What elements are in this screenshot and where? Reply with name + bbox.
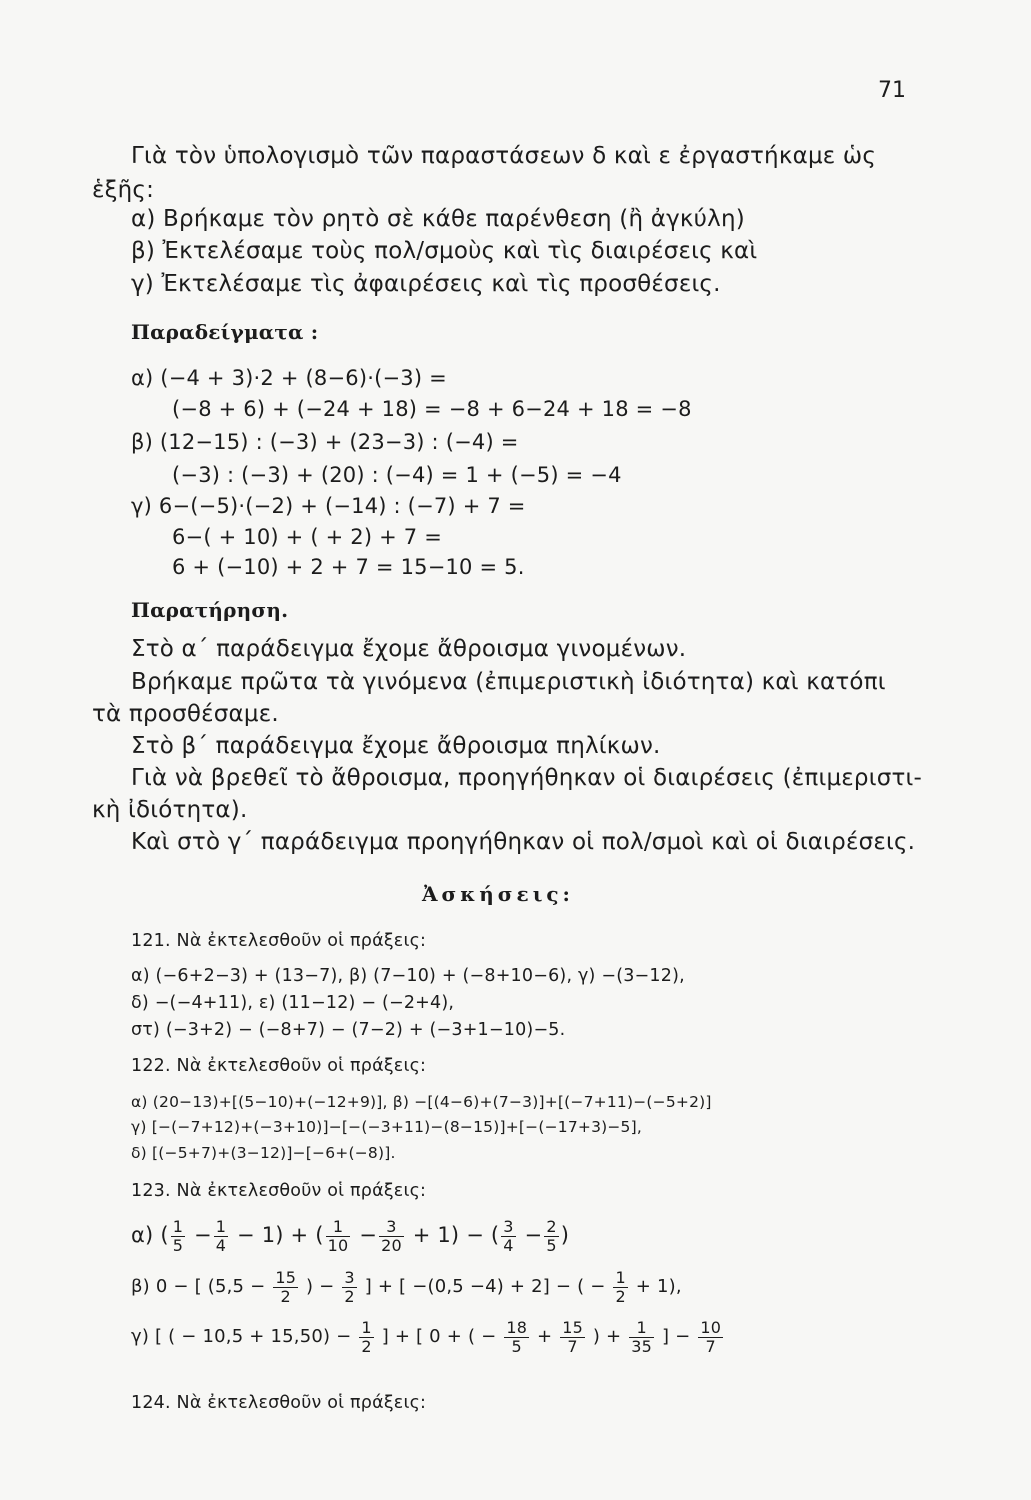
example-line: (−8 + 6) + (−24 + 18) = −8 + 6−24 + 18 = −8 [172, 397, 692, 421]
exercise-123-title: 123. Νὰ ἐκτελεσθοῦν οἱ πράξεις: [131, 1181, 427, 1201]
exercise-121-line: δ) −(−4+11), ε) (11−12) − (−2+4), [131, 993, 455, 1013]
intro-step-a: α) Βρήκαμε τὸν ρητὸ σὲ κάθε παρένθεση (ἢ ἀγκύλη) [131, 206, 745, 232]
exercise-122-title: 122. Νὰ ἐκτελεσθοῦν οἱ πράξεις: [131, 1056, 427, 1076]
fraction: $\frac{1}{2}$ [361, 1317, 372, 1356]
intro-line-1: Γιὰ τὸν ὑπολογισμὸ τῶν παραστάσεων δ καὶ ε ἐργαστήκαμε ὡς [131, 143, 877, 169]
exercises-heading: Ἀσκήσεις: [422, 882, 574, 906]
example-line: 6−( + 10) + ( + 2) + 7 = [172, 525, 443, 549]
example-line: β) (12−15) : (−3) + (23−3) : (−4) = [131, 430, 519, 454]
fraction: $\frac{2}{5}$ [546, 1216, 557, 1255]
expr-part: + [537, 1326, 553, 1347]
exercise-122-line: γ) [−(−7+12)+(−3+10)]−[−(−3+11)−(8−15)]+[−(−17+3)−5], [131, 1118, 642, 1136]
fraction: $\frac{15}{7}$ [562, 1317, 583, 1356]
item-label: α) [131, 1223, 154, 1247]
expr-part: [ ( − 10,5 + 15,50) − [155, 1326, 352, 1347]
fraction: $\frac{3}{20}$ [381, 1216, 402, 1255]
exercise-123-a: α) ( $\frac{1}{5}$ − $\frac{1}{4}$ − 1) + ( $\frac{1}{10}$ − $\frac{3}{20}$ + 1) − ( $\frac{3}{4}$ − $\frac{2}{5}$ ) [131, 1216, 570, 1255]
remark-line: Γιὰ νὰ βρεθεῖ τὸ ἄθροισμα, προηγήθηκαν οἱ διαιρέσεις (ἐπιμεριστι- [131, 765, 923, 791]
example-line: γ) 6−(−5)·(−2) + (−14) : (−7) + 7 = [131, 494, 526, 518]
fraction: $\frac{1}{5}$ [172, 1216, 184, 1255]
item-label: γ) [131, 1326, 150, 1347]
expr-part: ] + [ −(0,5 −4) + 2] − ( − [364, 1276, 606, 1297]
remark-line: τὰ προσθέσαμε. [92, 701, 279, 727]
remark-line: Στὸ α΄ παράδειγμα ἔχομε ἄθροισμα γινομένων. [131, 636, 687, 662]
remark-line: Καὶ στὸ γ΄ παράδειγμα προηγήθηκαν οἱ πολ/σμοὶ καὶ οἱ διαιρέσεις. [131, 829, 916, 855]
exercise-121-line: α) (−6+2−3) + (13−7), β) (7−10) + (−8+10−6), γ) −(3−12), [131, 966, 685, 986]
remark-heading: Παρατήρηση. [131, 598, 289, 622]
fraction: $\frac{1}{4}$ [215, 1216, 227, 1255]
expr-part: ) + [592, 1326, 622, 1347]
fraction: $\frac{3}{2}$ [344, 1267, 355, 1306]
remark-line: Στὸ β΄ παράδειγμα ἔχομε ἄθροισμα πηλίκων. [131, 733, 661, 759]
exercise-123-c [131, 1314, 725, 1360]
fraction: $\frac{1}{10}$ [327, 1216, 349, 1255]
remark-line: Βρήκαμε πρῶτα τὰ γινόμενα (ἐπιμεριστικὴ ἰδιότητα) καὶ κατόπι [131, 669, 886, 695]
expr-part: 0 − [ (5,5 − [155, 1276, 266, 1297]
expr-part: + 1), [635, 1276, 682, 1297]
exercise-121-title: 121. Νὰ ἐκτελεσθοῦν οἱ πράξεις: [131, 931, 427, 951]
exercise-123-b [131, 1264, 682, 1310]
examples-heading: Παραδείγματα : [131, 320, 319, 344]
intro-line-2: ἑξῆς: [92, 177, 155, 203]
intro-step-b: β) Ἐκτελέσαμε τοὺς πολ/σμοὺς καὶ τὶς διαιρέσεις καὶ [131, 238, 758, 264]
intro-step-c: γ) Ἐκτελέσαμε τὶς ἀφαιρέσεις καὶ τὶς προσθέσεις. [131, 271, 721, 297]
example-line: (−3) : (−3) + (20) : (−4) = 1 + (−5) = −4 [172, 463, 622, 487]
remark-line: κὴ ἰδιότητα). [92, 797, 248, 823]
fraction: $\frac{18}{5}$ [506, 1317, 528, 1356]
expr-part: ) − [306, 1276, 335, 1297]
fraction: $\frac{1}{2}$ [615, 1267, 626, 1306]
exercise-122-line: δ) [(−5+7)+(3−12)]−[−6+(−8)]. [131, 1144, 396, 1162]
exercise-122-line: α) (20−13)+[(5−10)+(−12+9)], β) −[(4−6)+(7−3)]+[(−7+11)−(−5+2)] [131, 1093, 712, 1111]
page-number: 71 [878, 78, 906, 103]
fraction: $\frac{15}{2}$ [275, 1267, 297, 1306]
fraction: $\frac{10}{7}$ [700, 1317, 722, 1356]
fraction: $\frac{3}{4}$ [503, 1216, 514, 1255]
example-line: 6 + (−10) + 2 + 7 = 15−10 = 5. [172, 555, 525, 579]
item-label: β) [131, 1276, 150, 1297]
example-line: α) (−4 + 3)·2 + (8−6)·(−3) = [131, 366, 447, 390]
fraction: $\frac{1}{35}$ [631, 1317, 653, 1356]
expr-part: ] − [661, 1326, 691, 1347]
exercise-121-line: στ) (−3+2) − (−8+7) − (7−2) + (−3+1−10)−5. [131, 1020, 566, 1040]
expr-part: ] + [ 0 + ( − [381, 1326, 497, 1347]
exercise-124-title: 124. Νὰ ἐκτελεσθοῦν οἱ πράξεις: [131, 1393, 427, 1413]
